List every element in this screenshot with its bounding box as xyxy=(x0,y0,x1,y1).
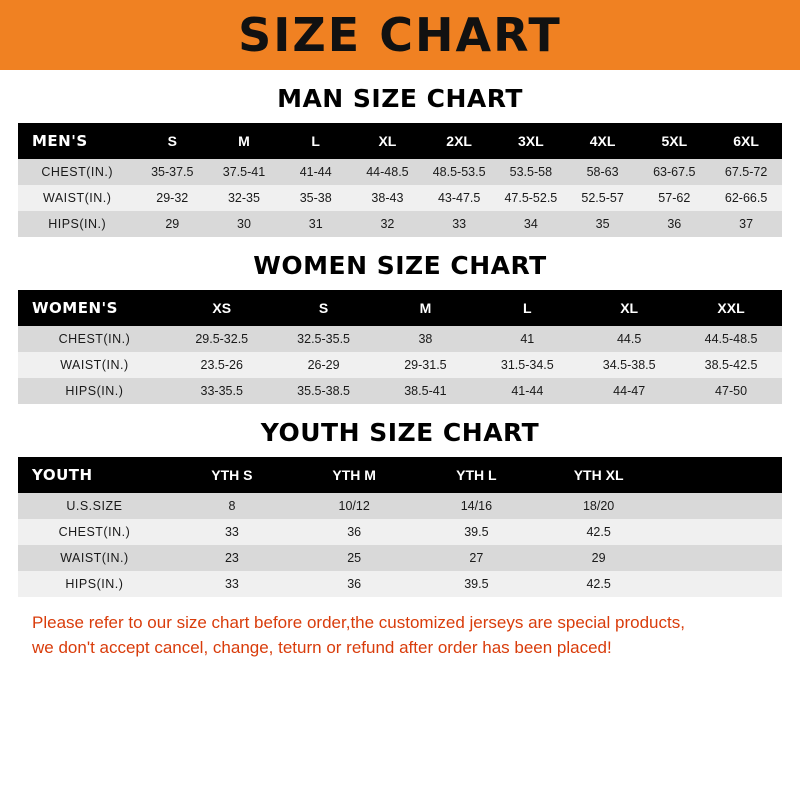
youth-col-1: YTH M xyxy=(293,457,415,493)
men-row-label-waist: WAIST(IN.) xyxy=(42,191,112,205)
men-col-2: L xyxy=(280,123,352,159)
youth-size-table xyxy=(18,457,782,597)
chart-content xyxy=(0,84,800,660)
youth-hips-2: 39.5 xyxy=(464,577,489,591)
table-row xyxy=(18,493,782,519)
youth-col-5 xyxy=(721,457,782,493)
table-row xyxy=(18,185,782,211)
men-waist-1: 32-35 xyxy=(227,191,260,205)
men-hips-7: 36 xyxy=(667,217,682,231)
women-chest-1: 32.5-35.5 xyxy=(297,332,350,346)
women-corner-label: WOMEN'S xyxy=(18,290,171,326)
youth-row-label-ussize: U.S.SIZE xyxy=(66,499,123,513)
men-col-4: 2XL xyxy=(423,123,495,159)
youth-hips-0: 33 xyxy=(224,577,239,591)
youth-waist-5 xyxy=(721,545,782,571)
women-row-label-chest: CHEST(IN.) xyxy=(58,332,131,346)
women-chest-2: 38 xyxy=(418,332,433,346)
women-col-0: XS xyxy=(171,290,273,326)
men-col-6: 4XL xyxy=(567,123,639,159)
section-youth xyxy=(18,418,782,597)
youth-col-0: YTH S xyxy=(171,457,293,493)
youth-ussize-2: 14/16 xyxy=(460,499,493,513)
youth-ussize-3: 18/20 xyxy=(582,499,615,513)
men-chest-3: 44-48.5 xyxy=(366,165,409,179)
women-hips-4: 44-47 xyxy=(613,384,646,398)
men-hips-2: 31 xyxy=(308,217,323,231)
women-waist-3: 31.5-34.5 xyxy=(500,358,554,372)
women-hips-0: 33-35.5 xyxy=(200,384,243,398)
women-col-3: L xyxy=(476,290,578,326)
men-waist-4: 43-47.5 xyxy=(437,191,481,205)
table-row xyxy=(18,352,782,378)
men-col-3: XL xyxy=(352,123,424,159)
youth-waist-1: 25 xyxy=(347,551,362,565)
men-col-1: M xyxy=(208,123,280,159)
women-col-2: M xyxy=(375,290,477,326)
women-col-5: XXL xyxy=(680,290,782,326)
youth-waist-0: 23 xyxy=(224,551,239,565)
women-col-1: S xyxy=(273,290,375,326)
women-chest-0: 29.5-32.5 xyxy=(195,332,249,346)
section-title-men: MAN SIZE CHART xyxy=(277,84,523,113)
youth-ussize-1: 10/12 xyxy=(338,499,370,513)
women-row-label-hips: HIPS(IN.) xyxy=(65,384,124,398)
men-waist-5: 47.5-52.5 xyxy=(504,191,558,205)
section-women xyxy=(18,251,782,404)
table-header-row xyxy=(18,290,782,326)
youth-waist-4 xyxy=(660,545,721,571)
men-hips-6: 35 xyxy=(595,217,610,231)
youth-chest-0: 33 xyxy=(224,525,239,539)
men-hips-1: 30 xyxy=(237,217,251,231)
men-col-5: 3XL xyxy=(495,123,567,159)
table-header-row xyxy=(18,457,782,493)
table-row xyxy=(18,519,782,545)
men-chest-7: 63-67.5 xyxy=(653,165,696,179)
youth-col-2: YTH L xyxy=(415,457,537,493)
youth-hips-5 xyxy=(721,571,782,597)
men-waist-0: 29-32 xyxy=(156,191,189,205)
men-waist-3: 38-43 xyxy=(371,191,404,205)
men-hips-4: 33 xyxy=(452,217,467,231)
youth-row-label-chest: CHEST(IN.) xyxy=(58,525,131,539)
women-chest-5: 44.5-48.5 xyxy=(704,332,758,346)
men-waist-6: 52.5-57 xyxy=(581,191,624,205)
section-title-youth: YOUTH SIZE CHART xyxy=(260,418,540,447)
men-waist-7: 57-62 xyxy=(658,191,691,205)
table-row xyxy=(18,378,782,404)
youth-ussize-5 xyxy=(721,493,782,519)
table-row xyxy=(18,211,782,237)
youth-hips-3: 42.5 xyxy=(586,577,611,591)
table-row xyxy=(18,326,782,352)
men-hips-5: 34 xyxy=(523,217,538,231)
women-col-4: XL xyxy=(578,290,680,326)
youth-chest-3: 42.5 xyxy=(586,525,611,539)
men-chest-1: 37.5-41 xyxy=(222,165,266,179)
youth-hips-4 xyxy=(660,571,721,597)
table-row xyxy=(18,571,782,597)
men-chest-2: 41-44 xyxy=(299,165,332,179)
youth-chest-1: 36 xyxy=(347,525,362,539)
men-chest-8: 67.5-72 xyxy=(724,165,768,179)
men-row-label-hips: HIPS(IN.) xyxy=(48,217,107,231)
men-size-table xyxy=(18,123,782,237)
men-chest-0: 35-37.5 xyxy=(151,165,194,179)
women-hips-5: 47-50 xyxy=(715,384,748,398)
women-hips-3: 41-44 xyxy=(511,384,544,398)
men-col-8: 6XL xyxy=(710,123,782,159)
women-waist-4: 34.5-38.5 xyxy=(602,358,656,372)
footnote xyxy=(18,611,782,660)
men-waist-2: 35-38 xyxy=(299,191,332,205)
men-chest-5: 53.5-58 xyxy=(509,165,553,179)
footnote-line-2: we don't accept cancel, change, teturn or refund after order has been placed! xyxy=(32,637,612,657)
women-chest-4: 44.5 xyxy=(616,332,642,346)
women-waist-5: 38.5-42.5 xyxy=(704,358,758,372)
youth-col-4 xyxy=(660,457,721,493)
women-waist-1: 26-29 xyxy=(307,358,340,372)
table-row xyxy=(18,545,782,571)
header-banner xyxy=(0,0,800,70)
youth-ussize-0: 8 xyxy=(228,499,236,513)
youth-row-label-waist: WAIST(IN.) xyxy=(60,551,129,565)
men-waist-8: 62-66.5 xyxy=(724,191,768,205)
women-chest-3: 41 xyxy=(520,332,535,346)
youth-chest-5 xyxy=(721,519,782,545)
youth-waist-3: 29 xyxy=(591,551,606,565)
women-size-table xyxy=(18,290,782,404)
table-header-row xyxy=(18,123,782,159)
men-row-label-chest: CHEST(IN.) xyxy=(41,165,114,179)
youth-ussize-4 xyxy=(660,493,721,519)
men-hips-0: 29 xyxy=(165,217,180,231)
men-hips-8: 37 xyxy=(739,217,754,231)
footnote-line-1: Please refer to our size chart before order,the customized jerseys are special products, xyxy=(32,613,685,632)
youth-corner-label: YOUTH xyxy=(18,457,171,493)
men-corner-label: MEN'S xyxy=(18,123,136,159)
men-col-0: S xyxy=(136,123,208,159)
youth-chest-4 xyxy=(660,519,721,545)
men-chest-6: 58-63 xyxy=(586,165,619,179)
page-title: SIZE CHART xyxy=(238,8,562,62)
men-hips-3: 32 xyxy=(380,217,395,231)
men-chest-4: 48.5-53.5 xyxy=(432,165,486,179)
men-col-7: 5XL xyxy=(638,123,710,159)
youth-chest-2: 39.5 xyxy=(464,525,489,539)
women-hips-2: 38.5-41 xyxy=(404,384,447,398)
youth-hips-1: 36 xyxy=(347,577,362,591)
women-row-label-waist: WAIST(IN.) xyxy=(60,358,129,372)
women-waist-2: 29-31.5 xyxy=(404,358,447,372)
women-waist-0: 23.5-26 xyxy=(200,358,243,372)
table-row xyxy=(18,159,782,185)
youth-waist-2: 27 xyxy=(469,551,484,565)
section-title-women: WOMEN SIZE CHART xyxy=(253,251,547,280)
youth-col-3: YTH XL xyxy=(538,457,660,493)
section-men xyxy=(18,84,782,237)
youth-row-label-hips: HIPS(IN.) xyxy=(65,577,124,591)
women-hips-1: 35.5-38.5 xyxy=(297,384,350,398)
